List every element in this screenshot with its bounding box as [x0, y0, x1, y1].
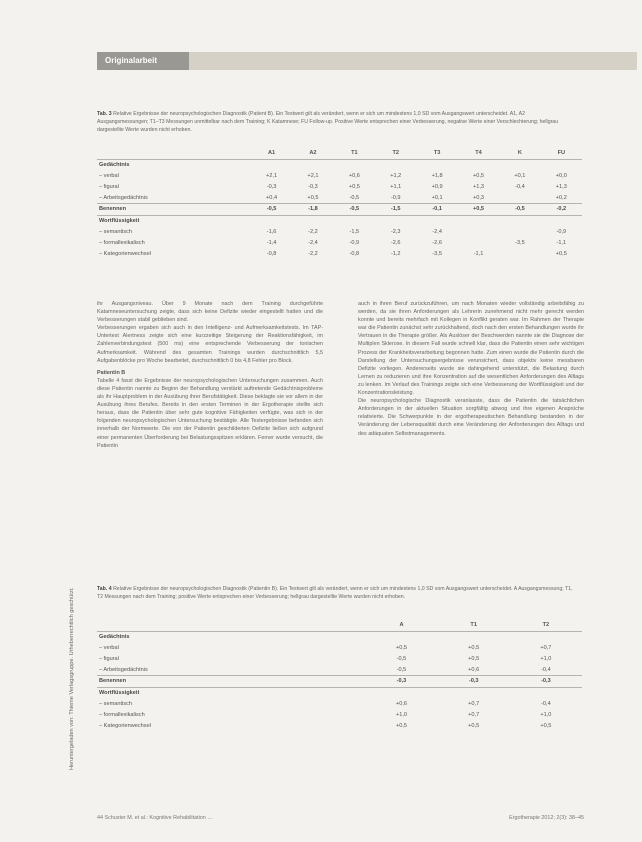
- table2-caption: [97, 585, 577, 601]
- table-cell: -0,5: [396, 655, 407, 662]
- column-header: T4: [458, 148, 499, 159]
- table-cell: -0,5: [334, 203, 375, 215]
- table-cell: [438, 687, 510, 698]
- table-header-row: [97, 148, 582, 159]
- table-cell: +0,5: [472, 172, 485, 179]
- table-cell: +0,1: [514, 172, 526, 179]
- table-cell: +1,0: [540, 711, 552, 718]
- row-label: – figural: [99, 655, 119, 662]
- table-row: [97, 159, 582, 170]
- table-row: [97, 171, 582, 182]
- table-cell: -1,6: [266, 228, 277, 235]
- table-cell: +0,5: [307, 194, 319, 201]
- table-cell: +0,9: [431, 183, 443, 190]
- table1: [97, 148, 582, 259]
- column-header: A1: [251, 148, 292, 159]
- table-cell: -0,3: [438, 675, 510, 687]
- table-row: [97, 687, 582, 698]
- column-header: T1: [334, 148, 375, 159]
- table-cell: [458, 237, 499, 248]
- paragraph: ihr Ausgangsniveau. Über 9 Monate nach dem Training durchgeführte Katamneseuntersuchung zeigte, dass sich keine Defizite wieder eingestellt hatten und die Verbesserungen stabil geblieben sind.: [97, 301, 323, 324]
- table-row: [97, 653, 582, 664]
- table-cell: [334, 215, 375, 226]
- column-header: K: [499, 148, 540, 159]
- table-row: [97, 215, 582, 226]
- table-cell: +0,5: [348, 183, 360, 190]
- subheading-patient-b: Patientin B: [97, 369, 126, 376]
- table-cell: +2,1: [307, 172, 319, 179]
- table-cell: [416, 215, 457, 226]
- row-label: Gedächtnis: [99, 634, 130, 641]
- table-cell: [365, 631, 437, 642]
- table-cell: +1,2: [390, 172, 402, 179]
- row-label: Benennen: [97, 203, 251, 215]
- paragraph: Tabelle 4 fasst die Ergebnisse der neuropsychologischen Untersuchungen zusammen. Auch diese Patientin nannte zu Beginn der Behandlung verstärkt auftretende Gedächtnisprobleme als ihr Hauptproblem in der Ausübung ihrer Berufstätigkeit. Diese beklagte sie vor allem in der Ausübung ihres Berufes. Bereits in den ersten Terminen in der Ergotherapie stellte sich heraus, dass die Patientin über sehr gute kognitive Fähigkeiten verfügte, was sich in der folgenden neuropsychologischen Untersuchung bestätigte. Alle Testergebnisse befanden sich innerhalb der Normwerte. Die von der Patientin geschilderten Defizite ließen sich aufgrund einer permanenten Überforderung bei Belastungsspitzen erklären. Ferner wurde versucht, die Patientin: [97, 377, 323, 449]
- table-cell: [438, 631, 510, 642]
- table-cell: -0,3: [510, 675, 582, 687]
- row-label: Benennen: [97, 675, 365, 687]
- table-cell: [416, 159, 457, 170]
- table-cell: [510, 631, 582, 642]
- table-cell: [541, 215, 582, 226]
- footer-left: 44 Schuster M. et al.: Kognitive Rehabilitation …: [97, 815, 213, 821]
- column-right: [358, 300, 584, 438]
- paragraph: Verbesserungen ergaben sich auch in den Intelligenz- und Aufmerksamkeitstests. Im TAP-Untertest Alertness zeigte sich eine kurzzeitige Steigerung der Reaktionsfähigkeit, im Zahlenverbindungstest (500 ms) eine entsprechende Verbesserung der tonischen Aufmerksamkeit. Während des gesamten Trainings wurden durchschnittlich 5,5 Aufgabenblöcke pro Woche bearbeitet, durchschnittlich 0 bis 4,8 Fehler pro Block.: [97, 325, 323, 364]
- table-cell: -2,3: [390, 228, 401, 235]
- table-row: [97, 720, 582, 731]
- table-cell: +0,5: [468, 644, 480, 651]
- table-cell: -0,9: [556, 228, 567, 235]
- table-cell: +1,8: [431, 172, 443, 179]
- table2-caption-text: Relative Ergebnisse der neuropsychologischen Diagnostik (Patientin B). Ein Testwert gilt als verändert, wenn er sich um mindestens 1,0 SD vom Ausgangswert unterscheidet. A Ausgangsmessung; T1, T2 Messungen nach dem Training; positive Werte entsprechen einer Verbesserung; hellgrau dargestellte Werte wurden nicht erhoben.: [97, 586, 573, 600]
- table-cell: +0,0: [555, 172, 567, 179]
- table-cell: -3,5: [515, 239, 525, 246]
- row-label: – figural: [99, 183, 119, 190]
- table-cell: -0,2: [541, 203, 582, 215]
- table-cell: +0,6: [348, 172, 360, 179]
- section-tag: Originalarbeit: [97, 52, 189, 70]
- table1-caption-label: Tab. 3: [97, 111, 112, 117]
- column-header: T3: [416, 148, 457, 159]
- table-row: [97, 699, 582, 710]
- table-row: [97, 237, 582, 248]
- column-left: [97, 300, 323, 450]
- column-header: [97, 148, 251, 159]
- table-cell: +0,3: [472, 194, 485, 201]
- table-cell: [292, 215, 333, 226]
- table-cell: [375, 215, 416, 226]
- row-label: Wortflüssigkeit: [97, 687, 365, 698]
- table-cell: +0,7: [468, 700, 480, 707]
- table-cell: [334, 159, 375, 170]
- table-cell: -2,4: [308, 239, 318, 246]
- row-label: – formallexikalisch: [99, 239, 145, 246]
- table-cell: +0,2: [555, 194, 567, 201]
- table-cell: +0,5: [395, 722, 407, 729]
- table-cell: +0,5: [468, 655, 480, 662]
- paragraph: auch in ihren Beruf zurückzuführen, um nach Monaten wieder vollständig arbeitsfähig zu werden, da sie ihren Anforderungen als Lehrerin zunehmend nicht mehr gerecht werden konnte und bereits mehrfach mit Kollegen in Konflikt geraten war. Im Rahmen der Therapie war die Patientin zunächst sehr zurückhaltend, doch nach den ersten Behandlungen wurde ihr Vertrauen in die Therapie größer. Als Auslöser der Beschwerden nannte sie die Diagnose der Multiplen Sklerose. In diesem Fall wurde schnell klar, dass die Patientin einen sehr wichtigen Prozess der Krankheitsverarbeitung begonnen hatte. Zum einen wurde die Patientin durch die Darstellung der Untersuchungsergebnisse verunsichert, dass objektiv keine messbaren Defizite vorliegen. Andererseits wurde sie dahingehend unterstützt, die Belastung durch Lernen zu reduzieren und ihre Konzentration auf die wesentlichen Anforderungen des Alltags zu lenken. Im Verlauf des Trainings zeigte sich eine Verbesserung der Wortflüssigkeit und der Konzentrationsleistung.: [358, 301, 584, 397]
- table-cell: [458, 215, 499, 226]
- table-row: [97, 227, 582, 238]
- table-cell: [541, 159, 582, 170]
- table-cell: [458, 159, 499, 170]
- table-cell: +0,6: [395, 700, 407, 707]
- table-cell: +0,5: [468, 722, 480, 729]
- column-header: T2: [510, 620, 582, 631]
- column-header: A2: [292, 148, 333, 159]
- table-cell: -0,9: [349, 239, 360, 246]
- table-cell: +0,4: [266, 194, 278, 201]
- row-label: Gedächtnis: [99, 162, 130, 169]
- row-label: – semantisch: [99, 228, 132, 235]
- column-header: T2: [375, 148, 416, 159]
- table-cell: -0,3: [266, 183, 277, 190]
- table-cell: -1,4: [266, 239, 277, 246]
- table-cell: +0,5: [395, 644, 407, 651]
- table-cell: -0,3: [365, 675, 437, 687]
- table-cell: -1,8: [292, 203, 333, 215]
- table-cell: -2,6: [390, 239, 401, 246]
- paragraph: Die neuropsychologische Diagnostik veranlasste, dass die Patientin die tatsächlichen Anforderungen in der aktuellen Situation sorgfältig abwog und ihre eigenen Ansprüche relativierte. Die Schwerpunkte in der ergotherapeutischen Behandlung bestanden in der Veränderung der Lebensqualität durch eine Veränderung der Anforderungen des Alltags und des adäquaten Selbstmanagements.: [358, 398, 584, 437]
- row-label: Wortflüssigkeit: [97, 215, 251, 226]
- row-label: – Kategorienwechsel: [99, 250, 151, 257]
- table-cell: -0,5: [349, 194, 360, 201]
- table-cell: [292, 159, 333, 170]
- table-cell: +0,5: [555, 250, 567, 257]
- table-cell: -1,1: [556, 239, 567, 246]
- table-cell: [499, 192, 540, 203]
- row-label: – formallexikalisch: [99, 711, 145, 718]
- table-cell: [510, 687, 582, 698]
- table-cell: +0,1: [431, 194, 443, 201]
- table1-caption: [97, 110, 577, 134]
- row-label: – Arbeitsgedächtnis: [99, 194, 148, 201]
- table-cell: -0,5: [251, 203, 292, 215]
- row-label: – Arbeitsgedächtnis: [99, 666, 148, 673]
- table-row: [97, 248, 582, 259]
- table-cell: -0,3: [308, 183, 318, 190]
- table-cell: +0,5: [458, 203, 499, 215]
- table-cell: [458, 227, 499, 238]
- table-row: [97, 203, 582, 215]
- table-cell: +1,0: [395, 711, 407, 718]
- table-cell: -0,5: [499, 203, 540, 215]
- table-cell: +0,6: [468, 666, 480, 673]
- table-cell: -0,5: [396, 666, 407, 673]
- table-cell: +0,7: [540, 644, 552, 651]
- table-cell: [365, 687, 437, 698]
- column-header: FU: [541, 148, 582, 159]
- table-cell: -3,5: [432, 250, 442, 257]
- table-cell: [499, 159, 540, 170]
- column-header: A: [365, 620, 437, 631]
- row-label: – verbal: [99, 644, 119, 651]
- table2: [97, 620, 582, 731]
- column-header: [97, 620, 365, 631]
- side-copyright-note: Heruntergeladen von: Thieme Verlagsgruppe. Urheberrechtlich geschützt.: [69, 587, 75, 770]
- table-cell: -2,6: [432, 239, 442, 246]
- table-cell: -0,9: [390, 194, 401, 201]
- table-cell: -2,2: [308, 228, 318, 235]
- table1-caption-text: Relative Ergebnisse der neuropsychologischen Diagnostik (Patient B). Ein Testwert gilt als verändert, wenn er sich um mindestens 1,0 SD vom Ausgangswert unterscheidet. A1, A2 Ausgangsmessungen; T1–T3 Messungen unmittelbar nach dem Training; K Katamnese; FU Follow-up. Positive Werte entsprechen einer Verbesserung, negative Werte einer Verschlechterung; hellgrau dargestellte Werte wurden nicht erhoben.: [97, 111, 559, 133]
- table-row: [97, 675, 582, 687]
- table-cell: -0,4: [541, 700, 551, 707]
- table2-caption-label: Tab. 4: [97, 586, 112, 592]
- table-row: [97, 631, 582, 642]
- row-label: – semantisch: [99, 700, 132, 707]
- column-header: T1: [438, 620, 510, 631]
- table-cell: -0,1: [416, 203, 457, 215]
- table-cell: -1,1: [473, 250, 484, 257]
- table-cell: -1,5: [349, 228, 360, 235]
- table-cell: [251, 215, 292, 226]
- table-cell: -2,2: [308, 250, 318, 257]
- footer-right: Ergotherapie 2012; 2(3): 38–45: [509, 815, 584, 821]
- table-cell: -2,4: [432, 228, 442, 235]
- table-cell: +0,5: [540, 722, 552, 729]
- table-cell: +1,0: [540, 655, 552, 662]
- table-cell: -1,5: [375, 203, 416, 215]
- row-label: – verbal: [99, 172, 119, 179]
- row-label: – Kategorienwechsel: [99, 722, 151, 729]
- table-cell: [499, 227, 540, 238]
- table-cell: -1,2: [390, 250, 401, 257]
- table-cell: +1,1: [390, 183, 402, 190]
- table-cell: [499, 215, 540, 226]
- table-header-row: [97, 620, 582, 631]
- table-row: [97, 709, 582, 720]
- table-cell: +1,3: [472, 183, 485, 190]
- table-cell: -0,4: [515, 183, 525, 190]
- table-cell: [499, 248, 540, 259]
- table-cell: -0,8: [349, 250, 360, 257]
- table-row: [97, 643, 582, 654]
- table-cell: [251, 159, 292, 170]
- table-cell: +0,7: [468, 711, 480, 718]
- table-cell: -0,8: [266, 250, 277, 257]
- table-cell: -0,4: [541, 666, 551, 673]
- table-cell: [375, 159, 416, 170]
- table-row: [97, 181, 582, 192]
- table-cell: +2,1: [266, 172, 278, 179]
- table-row: [97, 664, 582, 675]
- table-row: [97, 192, 582, 203]
- table-cell: +1,3: [555, 183, 567, 190]
